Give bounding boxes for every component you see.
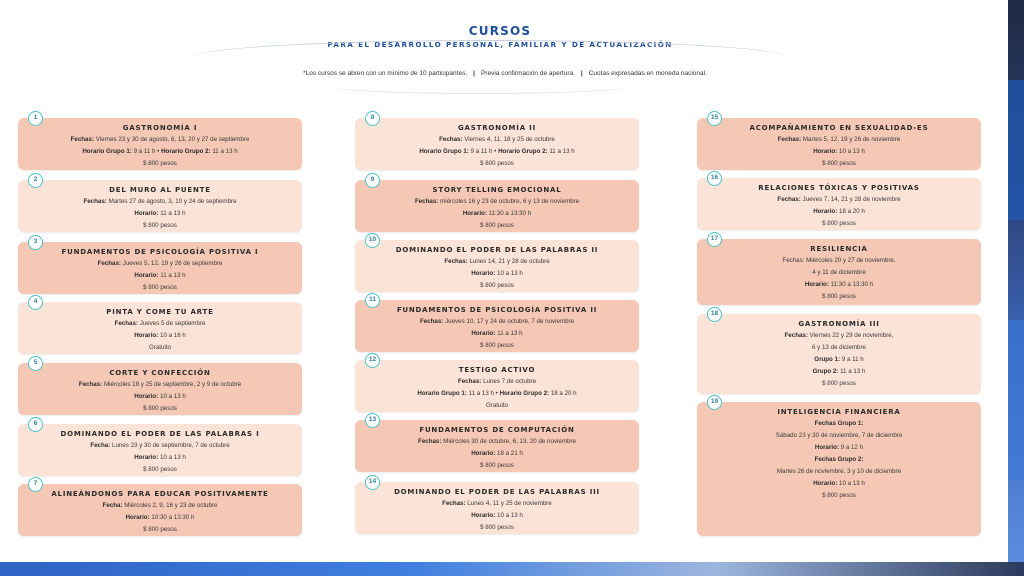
line-text: $ 800 pesos (143, 222, 177, 229)
course-line (697, 218, 981, 230)
course-line (697, 158, 981, 170)
line-text: Lunes 7 de octubre (483, 378, 537, 385)
course-line (355, 448, 639, 460)
course-line (355, 328, 639, 340)
line-label: Fechas: (439, 136, 463, 143)
line-text: $ 800 pesos (822, 492, 856, 499)
line-text: $ 800 pesos (480, 222, 514, 229)
line-text: $ 800 pesos (480, 342, 514, 349)
course-card (697, 239, 981, 305)
course-line (18, 512, 302, 524)
note-separator: | (580, 70, 583, 77)
line-label: Fechas: (414, 198, 439, 205)
line-text: 10 a 13 h (839, 148, 865, 155)
course-line (697, 378, 981, 390)
course-card (355, 482, 639, 534)
line-label: Horario: (471, 450, 496, 457)
course-line (355, 316, 639, 328)
course-line (355, 522, 639, 534)
line-text: $ 800 pesos (480, 524, 514, 531)
course-line (355, 208, 639, 220)
course-card (18, 118, 302, 170)
line-text: Lunes 4, 11 y 25 de noviembre (467, 500, 552, 507)
course-number-badge: 1 (28, 111, 43, 126)
course-title: FUNDAMENTOS DE PSICOLOGÍA POSITIVA I (61, 248, 259, 256)
line-label: Horario: (813, 208, 838, 215)
line-label: Fechas: (777, 196, 801, 203)
course-line (697, 442, 981, 454)
line-label: Fechas: (457, 378, 482, 385)
line-label: Fechas Grupo 1: (814, 420, 864, 427)
course-number-badge: 13 (365, 413, 380, 428)
course-line (355, 268, 639, 280)
line-label: Fecha: (102, 502, 123, 509)
course-line (355, 220, 639, 232)
course-title: GASTRONOMÍA II (458, 124, 536, 132)
decorative-band (1008, 80, 1024, 220)
line-text: Viernes 23 y 30 de agosto, 6, 13, 20 y 27 de septiembre (95, 136, 250, 143)
course-title: PINTA Y COME TU ARTE (106, 308, 214, 316)
course-line (697, 454, 981, 466)
course-line (697, 466, 981, 478)
course-title: CORTE Y CONFECCIÓN (109, 369, 211, 377)
notes-line (0, 70, 1010, 77)
line-label: Horario: (462, 210, 487, 217)
course-card (18, 484, 302, 536)
course-line (697, 194, 981, 206)
course-line (18, 318, 302, 330)
course-title: INTELIGENCIA FINANCIERA (777, 408, 901, 416)
course-line (18, 403, 302, 415)
course-number-badge: 7 (28, 477, 43, 492)
course-line (697, 330, 981, 342)
line-text: 4 y 11 de diciembre (812, 269, 866, 276)
line-text: Lunes 14, 21 y 28 de octubre (469, 258, 550, 265)
course-card (355, 118, 639, 170)
line-label: Horario Grupo 2: (499, 390, 550, 397)
line-label: Horario: (813, 148, 838, 155)
course-line (355, 376, 639, 388)
decorative-bottom-band (0, 562, 1024, 576)
course-number-badge: 6 (28, 417, 43, 432)
line-text: Viernes 4, 11, 18 y 25 de octubre (464, 136, 555, 143)
course-line (18, 342, 302, 354)
line-label: Fechas Grupo 2: (814, 456, 864, 463)
line-text: 11 a 13 h (840, 368, 866, 375)
decorative-band (1008, 320, 1024, 480)
line-text: Jueves 7, 14, 21 y 28 de noviembre (802, 196, 901, 203)
course-title: ALINEÁNDONOS PARA EDUCAR POSITIVAMENTE (51, 490, 269, 498)
line-text: $ 800 pesos (480, 160, 514, 167)
course-line (355, 196, 639, 208)
line-text: $ 800 pesos (480, 462, 514, 469)
course-number-badge: 4 (28, 295, 43, 310)
course-card (697, 314, 981, 394)
course-line (18, 440, 302, 452)
course-line (355, 340, 639, 352)
course-number-badge: 17 (707, 232, 722, 247)
course-title: DOMINANDO EL PODER DE LAS PALABRAS I (60, 430, 260, 438)
line-text: $ 800 pesos (143, 405, 177, 412)
line-label: Horario Grupo 1: (82, 148, 132, 155)
course-line (697, 418, 981, 430)
line-text: 6 y 13 de diciembre (812, 344, 866, 351)
line-label: Fechas: (444, 258, 468, 265)
course-line (18, 391, 302, 403)
course-number-badge: 2 (28, 173, 43, 188)
line-label: Fechas: (78, 381, 103, 388)
course-title: GASTRONOMÍA III (798, 320, 880, 328)
course-line (18, 196, 302, 208)
course-line (18, 220, 302, 232)
course-line (697, 267, 981, 279)
line-label: Horario: (471, 270, 496, 277)
course-card (18, 363, 302, 415)
course-line (697, 255, 981, 267)
line-label: Horario: (804, 281, 829, 288)
line-text: Jueves 5, 12, 19 y 26 de septiembre (122, 260, 223, 267)
course-title: GASTRONOMÍA I (122, 124, 198, 132)
line-text: $ 800 pesos (143, 526, 177, 533)
line-text: $ 800 pesos (143, 466, 177, 473)
line-label: Fechas: (70, 136, 94, 143)
course-line (697, 279, 981, 291)
page-subtitle: PARA EL DESARROLLO PERSONAL, FAMILIAR Y DE ACTUALIZACIÓN (327, 40, 673, 49)
course-number-badge: 18 (707, 307, 722, 322)
course-number-badge: 10 (365, 233, 380, 248)
course-card (18, 424, 302, 476)
line-label: Fechas: (777, 136, 802, 143)
course-card (18, 302, 302, 354)
line-label: Fechas: (418, 438, 442, 445)
line-label: Horario: (134, 210, 159, 217)
course-line (355, 460, 639, 472)
line-text: Miércoles 30 de octubre, 6, 13, 20 de noviembre (443, 438, 576, 445)
course-line (355, 146, 639, 158)
line-text: 10:30 a 13:30 h (151, 514, 195, 521)
decorative-side-band (1008, 0, 1024, 576)
course-line (355, 400, 639, 412)
course-line (697, 291, 981, 303)
course-number-badge: 5 (28, 356, 43, 371)
course-line (355, 510, 639, 522)
line-text: 10 a 16 h (160, 332, 186, 339)
line-text: 11 a 13 h (160, 272, 186, 279)
course-line (355, 498, 639, 510)
course-line (18, 452, 302, 464)
line-text: 18 a 20 h (839, 208, 865, 215)
line-label: Horario: (814, 444, 839, 451)
course-line (18, 134, 302, 146)
course-line (697, 366, 981, 378)
line-text: 9 a 11 h (841, 356, 864, 363)
course-line (355, 256, 639, 268)
line-label: Fechas: (83, 198, 107, 205)
course-title: DOMINANDO EL PODER DE LAS PALABRAS II (395, 246, 599, 254)
course-line (18, 330, 302, 342)
course-line (355, 388, 639, 400)
line-text: Martes 27 de agosto, 3, 10 y 24 de septiembre (108, 198, 237, 205)
line-text: Jueves 10, 17 y 24 de octubre, 7 de noviembre (445, 318, 575, 325)
line-text: miércoles 16 y 23 de octubre, 6 y 13 de noviembre (440, 198, 580, 205)
course-line (697, 430, 981, 442)
course-line (697, 206, 981, 218)
course-line (18, 500, 302, 512)
course-number-badge: 8 (365, 111, 380, 126)
line-label: Horario Grupo 2: (161, 148, 211, 155)
line-label: Fechas: (784, 332, 808, 339)
note-minimum: *Los cursos se abren con un mínimo de 10 participantes. (303, 70, 468, 77)
course-line (697, 490, 981, 502)
line-text: $ 800 pesos (480, 282, 514, 289)
line-text: 9 a 11 h • (133, 148, 162, 155)
course-line (18, 158, 302, 170)
line-text: $ 800 pesos (143, 284, 177, 291)
line-text: 9 a 12 h (840, 444, 864, 451)
line-text: $ 800 pesos (822, 293, 856, 300)
line-text: 11 a 13 h • (468, 390, 500, 397)
course-line (697, 146, 981, 158)
line-text: 10 a 13 h (839, 480, 865, 487)
course-line (18, 258, 302, 270)
course-card (18, 180, 302, 232)
course-number-badge: 14 (365, 475, 380, 490)
course-title: STORY TELLING EMOCIONAL (432, 186, 562, 194)
line-text: 18 a 20 h (550, 390, 577, 397)
line-label: Horario: (125, 514, 150, 521)
line-label: Fechas: (442, 500, 466, 507)
note-separator: | (473, 70, 475, 77)
course-title: DEL MURO AL PUENTE (109, 186, 211, 194)
course-number-badge: 11 (365, 293, 380, 308)
course-line (355, 436, 639, 448)
course-card (697, 402, 981, 536)
course-line (355, 280, 639, 292)
line-text: 11 a 13 h (160, 210, 186, 217)
course-card (355, 420, 639, 472)
line-text: 10 a 13 h (497, 270, 523, 277)
line-text: $ 800 pesos (822, 160, 856, 167)
line-text: Jueves 5 de septiembre (139, 320, 206, 327)
line-label: Horario: (134, 393, 159, 400)
course-number-badge: 16 (707, 171, 722, 186)
line-text: $ 800 pesos (143, 160, 177, 167)
course-card (355, 300, 639, 352)
course-line (355, 134, 639, 146)
course-card (697, 118, 981, 170)
line-label: Horario: (813, 480, 838, 487)
line-label: Fechas: (97, 260, 121, 267)
line-text: 10 a 13 h (160, 393, 186, 400)
course-title: RELACIONES TÓXICAS Y POSITIVAS (758, 184, 920, 192)
course-line (18, 282, 302, 294)
line-text: Lunes 23 y 30 de septiembre, 7 de octubre (112, 442, 230, 449)
line-text: Viernes 22 y 29 de noviembre, (809, 332, 894, 339)
line-text: 11 a 13 h (549, 148, 575, 155)
line-text: Martes 5, 12, 19 y 26 de noviembre (802, 136, 901, 143)
course-line (697, 342, 981, 354)
decorative-arc (330, 86, 630, 94)
course-title: ACOMPAÑAMIENTO EN SEXUALIDAD-ES (749, 124, 929, 132)
course-line (697, 354, 981, 366)
line-text: Miércoles 18 y 25 de septiembre, 2 y 9 de octubre (103, 381, 242, 388)
line-label: Horario: (471, 330, 496, 337)
line-text: Fechas: Miércoles 20 y 27 de noviembre, (782, 257, 896, 264)
course-number-badge: 12 (365, 353, 380, 368)
course-title: RESILIENCIA (810, 245, 868, 253)
course-line (18, 524, 302, 536)
course-title: FUNDAMENTOS DE PSICOLOGÍA POSITIVA II (396, 306, 598, 314)
line-text: 10 a 13 h (497, 512, 523, 519)
line-text: Sábado 23 y 30 de noviembre, 7 de diciembre (775, 432, 903, 439)
course-line (18, 379, 302, 391)
line-label: Horario Grupo 1: (417, 390, 467, 397)
course-line (18, 208, 302, 220)
line-text: 10 a 13 h (160, 454, 186, 461)
line-text: 18 a 21 h (497, 450, 523, 457)
course-number-badge: 3 (28, 235, 43, 250)
course-line (18, 270, 302, 282)
course-title: FUNDAMENTOS DE COMPUTACIÓN (419, 426, 575, 434)
line-text: $ 800 pesos (822, 380, 856, 387)
course-title: DOMINANDO EL PODER DE LAS PALABRAS III (394, 488, 600, 496)
line-text: 11:30 a 13:30 h (830, 281, 874, 288)
line-label: Grupo 1: (814, 356, 841, 363)
line-label: Horario Grupo 1: (419, 148, 469, 155)
line-label: Horario: (134, 332, 159, 339)
course-number-badge: 9 (365, 173, 380, 188)
course-card (355, 180, 639, 232)
line-text: 11 a 13 h (212, 148, 238, 155)
line-label: Fechas: (419, 318, 444, 325)
line-text: Martes 26 de noviembre, 3 y 10 de diciembre (776, 468, 902, 475)
course-card (355, 240, 639, 292)
page-title: CURSOS (468, 24, 532, 38)
course-title: TESTIGO ACTIVO (458, 366, 536, 374)
line-label: Horario: (134, 272, 159, 279)
course-line (18, 146, 302, 158)
course-card (18, 242, 302, 294)
course-number-badge: 15 (707, 111, 722, 126)
course-line (697, 478, 981, 490)
course-line (697, 134, 981, 146)
line-label: Horario: (134, 454, 159, 461)
note-currency: Cuotas expresadas en moneda nacional. (588, 70, 707, 77)
line-label: Grupo 2: (812, 368, 839, 375)
line-text: 11 a 13 h (497, 330, 523, 337)
line-label: Fechas: (114, 320, 138, 327)
course-line (18, 464, 302, 476)
course-card (355, 360, 639, 412)
course-line (355, 158, 639, 170)
course-number-badge: 19 (707, 395, 722, 410)
line-text: 9 a 11 h • (470, 148, 499, 155)
line-text: Miércoles 2, 9, 16 y 23 de octubre (124, 502, 218, 509)
line-label: Horario Grupo 2: (498, 148, 548, 155)
line-text: $ 800 pesos (822, 220, 856, 227)
line-text: Gratuito (485, 402, 508, 409)
course-card (697, 178, 981, 230)
line-text: 11:30 a 13:30 h (488, 210, 532, 217)
line-text: Gratuito (148, 344, 171, 351)
line-label: Horario: (471, 512, 496, 519)
line-label: Fecha: (90, 442, 111, 449)
note-confirmation: Previa confirmación de apertura. (480, 70, 575, 77)
